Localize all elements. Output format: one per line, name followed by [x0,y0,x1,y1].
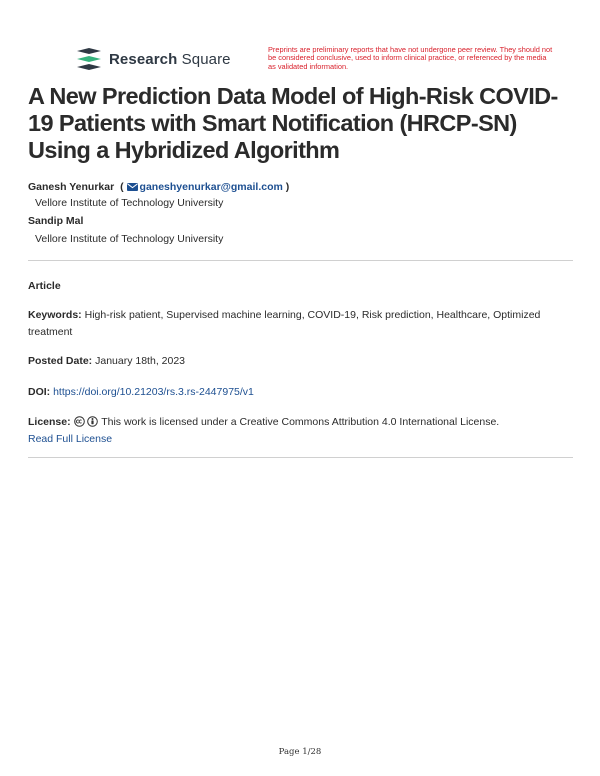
posted-date-value: January 18th, 2023 [95,355,186,367]
author-2-name: Sandip Mal [28,215,84,227]
posted-date-label: Posted Date: [28,355,93,367]
author-1 [28,181,289,193]
author-1-email-link[interactable] [127,181,283,193]
keywords-value: High-risk patient, Supervised machine learning, COVID-19, Risk prediction, Healthcare, Optimized treatment [28,309,541,338]
logo-name-research: Research [109,50,178,68]
preprint-disclaimer: Preprints are preliminary reports that have not undergone peer review. They should not be considered conclusive, used to inform clinical practice, or referenced by the media as validated information. [268,45,553,71]
license [28,414,568,448]
logo-name-square: Square [181,50,231,68]
logo-text [109,51,231,68]
author-1-affiliation: Vellore Institute of Technology University [35,197,224,209]
divider-top [28,260,573,261]
keywords [28,307,568,341]
email-close-paren: ) [285,181,290,193]
license-value: This work is licensed under a Creative Commons Attribution 4.0 International License. [101,416,500,428]
author-1-email: ganeshyenurkar@gmail.com [139,181,283,193]
author-1-name: Ganesh Yenurkar [28,181,115,193]
paper-title: A New Prediction Data Model of High-Risk COVID-19 Patients with Smart Notification (HRCP-SN) Using a Hybridized Algorithm [28,83,558,163]
research-square-logo-icon [75,47,103,71]
license-label: License: [28,416,71,428]
author-2-affiliation: Vellore Institute of Technology University [35,233,224,245]
page-number: Page 1/28 [278,747,322,757]
article-type: Article [28,280,61,292]
doi-link[interactable]: https://doi.org/10.21203/rs.3.rs-2447975/v1 [53,386,254,398]
read-full-license-link[interactable]: Read Full License [28,433,113,445]
doi-label: DOI: [28,386,51,398]
divider-bottom [28,457,573,458]
creative-commons-icon [74,416,85,427]
attribution-icon [87,416,98,427]
doi [28,384,568,401]
keywords-label: Keywords: [28,309,82,321]
research-square-logo [75,47,231,71]
envelope-icon [127,183,138,191]
email-open-paren: ( [120,181,124,193]
posted-date [28,353,568,370]
